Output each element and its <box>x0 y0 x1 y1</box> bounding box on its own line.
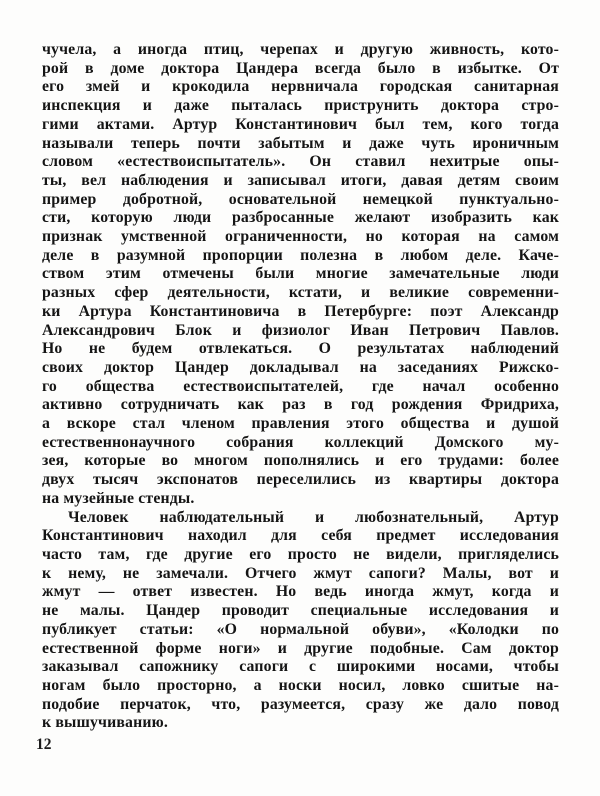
text-line: заказывал сапожнику сапоги с широкими носами, чтобы <box>42 658 559 676</box>
text-line: называли теперь почти забытым и даже чуть ироничным <box>42 134 559 152</box>
text-line: на музейные стенды. <box>42 489 195 507</box>
text-line: разных сфер деятельности, кстати, и великие современни- <box>42 284 559 302</box>
text-line: го общества естествоиспытателей, где начал особенно <box>42 377 559 395</box>
text-line: к нему, не замечали. Отчего жмут сапоги? Малы, вот и <box>42 564 559 582</box>
text-line: сти, которую люди разбросанные желают изобразить как <box>42 209 559 227</box>
text-line: чучела, а иногда птиц, черепах и другую живность, кото- <box>42 41 559 58</box>
text-line: ты, вел наблюдения и записывал итоги, давая детям своим <box>42 171 559 189</box>
text-line: публикует статьи: «О нормальной обуви», «Колодки по <box>42 620 559 638</box>
text-line: активно сотрудничать как раз в год рождения Фридриха, <box>42 396 559 414</box>
text-line: ногам было просторно, а носки носил, ловко сшитые на- <box>42 676 559 694</box>
text-line: Константинович находил для себя предмет исследования <box>42 527 559 545</box>
text-line: деле в разумной пропорции полезна в любом деле. Каче- <box>42 246 559 264</box>
text-line: ки Артура Константиновича в Петербурге: поэт Александр <box>42 302 559 320</box>
text-line: двух тысяч экспонатов переселились из квартиры доктора <box>42 471 559 489</box>
text-line: словом «естествоиспытатель». Он ставил нехитрые опы- <box>42 153 559 171</box>
page-number: 12 <box>36 736 52 753</box>
text-line: его змей и крокодила нервничала городская санитарная <box>42 78 559 96</box>
text-line: пример добротной, основательной немецкой пунктуально- <box>42 190 559 208</box>
text-line: Человек наблюдательный и любознательный, Артур <box>68 508 559 526</box>
text-line: ством этим отмечены были многие замечательные люди <box>42 265 559 283</box>
text-line: гими актами. Артур Константинович был тем, кого тогда <box>42 115 559 133</box>
text-line: жмут — ответ известен. Но ведь иногда жмут, когда и <box>42 583 559 601</box>
text-line: часто там, где другие его просто не видели, пригляделись <box>42 545 559 563</box>
text-line: Александрович Блок и физиолог Иван Петрович Павлов. <box>42 321 559 339</box>
page-text <box>42 41 559 733</box>
text-line: к вышучиванию. <box>42 714 168 732</box>
text-line: подобие перчаток, что, разумеется, сразу же дало повод <box>42 695 559 713</box>
text-line: рой в доме доктора Цандера всегда было в избытке. От <box>42 59 559 77</box>
text-line: естественной форме ноги» и другие подобные. Сам доктор <box>42 639 559 657</box>
text-line: своих доктор Цандер докладывал на заседаниях Рижско- <box>42 358 559 376</box>
text-line: Но не будем отвлекаться. О результатах наблюдений <box>42 340 559 358</box>
text-line: признак умственной ограниченности, но которая на самом <box>42 228 559 246</box>
text-line: естественнонаучного собрания коллекций Домского му- <box>42 433 559 451</box>
text-line: зея, которые во многом пополнялись и его трудами: более <box>42 452 559 470</box>
text-line: а вскоре стал членом правления этого общества и душой <box>42 415 559 433</box>
text-line: инспекция и даже пыталась приструнить доктора стро- <box>42 97 559 115</box>
text-line: не малы. Цандер проводит специальные исследования и <box>42 602 559 620</box>
